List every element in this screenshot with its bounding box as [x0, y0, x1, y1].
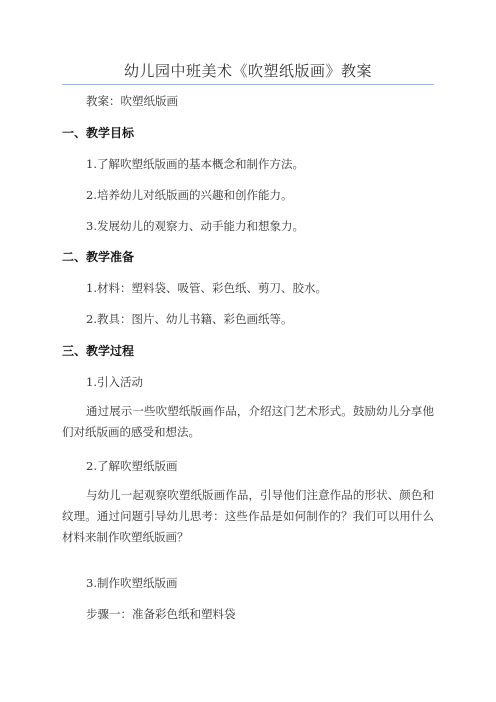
section-heading-preparation: 二、教学准备: [62, 250, 135, 264]
preparation-item: 2.教具：图片、幼儿书籍、彩色画纸等。: [86, 312, 293, 326]
objective-item: 3.发展幼儿的观察力、动手能力和想象力。: [86, 219, 304, 233]
title-underline: [62, 84, 434, 85]
section-heading-objectives: 一、教学目标: [62, 126, 135, 140]
step-paragraph-intro-activity: 通过展示一些吹塑纸版画作品，介绍这门艺术形式。鼓励幼儿分享他们对纸版画的感受和想法。: [62, 404, 434, 439]
preparation-item: 1.材料：塑料袋、吸管、彩色纸、剪刀、胶水。: [86, 281, 327, 295]
intro-line: 教案：吹塑纸版画: [86, 94, 178, 108]
step-paragraph-understand: 与幼儿一起观察吹塑纸版画作品，引导他们注意作品的形状、颜色和纹理。通过问题引导幼儿思考：这些作品是如何制作的？我们可以用什么材料来制作吹塑纸版画？: [62, 488, 434, 544]
step-label-intro-activity: 1.引入活动: [86, 375, 143, 389]
document-title: 幼儿园中班美术《吹塑纸版画》教案: [123, 62, 372, 80]
step-paragraph-make: 步骤一：准备彩色纸和塑料袋: [86, 607, 236, 621]
step-label-make: 3.制作吹塑纸版画: [86, 576, 178, 590]
objective-item: 1.了解吹塑纸版画的基本概念和制作方法。: [86, 157, 304, 171]
objective-item: 2.培养幼儿对纸版画的兴趣和创作能力。: [86, 188, 293, 202]
section-heading-process: 三、教学过程: [62, 344, 135, 358]
step-label-understand: 2.了解吹塑纸版画: [86, 459, 178, 473]
